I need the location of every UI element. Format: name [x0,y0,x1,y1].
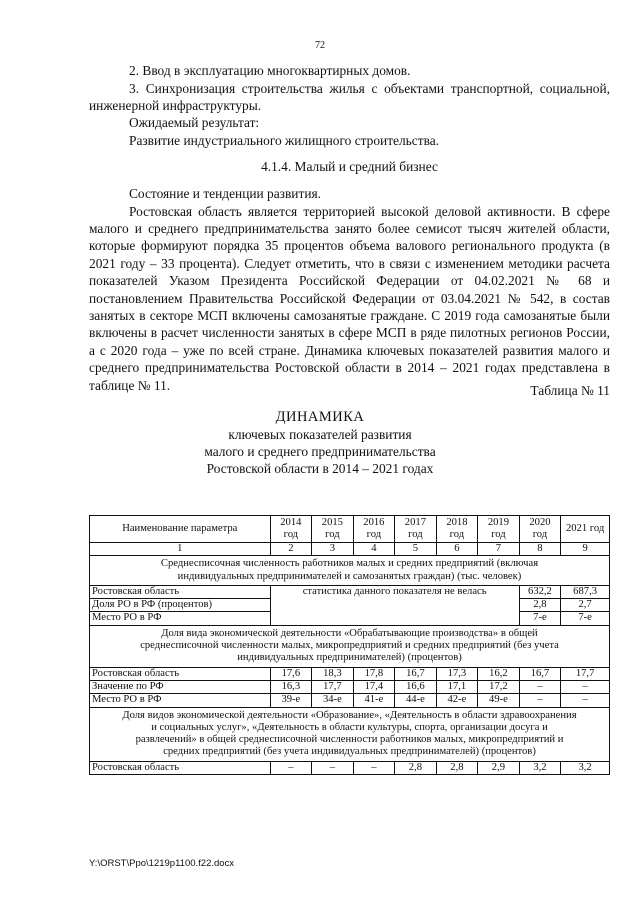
table-cell: 17,1 [436,680,478,693]
table-subtitle-1: ключевых показателей развития [228,427,412,442]
table-cell: – [353,761,395,774]
table-label: Таблица № 11 [530,383,610,398]
table-cell: 7-е [519,612,561,625]
state-label: Состояние и тенденции развития. [129,186,321,201]
table-cell: 2,7 [561,599,610,612]
no-statistics-note: статистика данного показателя не велась [270,585,519,625]
index-cell: 1 [90,543,271,556]
table-cell: 17,6 [270,667,312,680]
list-item-2: 3. Синхронизация строительства жилья с объектами транспортной, социальной, инженерной инфраструктуры. [89,80,610,113]
header-year: 2018 год [436,516,478,543]
table-cell: 16,6 [395,680,437,693]
table-cell: – [519,680,561,693]
section-title: Доля видов экономической деятельности «Образование», «Деятельность в области здравоохранения и социальных услуг», «Деятельность в области культуры, спорта, организации досуга и развлечений» в общей среднесписочной численности работников малых, микропредприятий и средних предприятий (без учета индивидуальных предпринимателей) (процентов) [90,707,610,761]
header-year: 2015 год [312,516,354,543]
row-label: Значение по РФ [90,680,271,693]
table-cell: 18,3 [312,667,354,680]
index-cell: 8 [519,543,561,556]
index-cell: 6 [436,543,478,556]
table-cell: 17,8 [353,667,395,680]
table-row [90,694,610,707]
table-cell: 632,2 [519,585,561,598]
table-subtitle-3: Ростовской области в 2014 – 2021 годах [206,461,434,476]
indicators-table [89,515,610,775]
table-cell: 17,2 [478,680,520,693]
table-cell: – [561,680,610,693]
table-cell: 17,3 [436,667,478,680]
index-cell: 7 [478,543,520,556]
table-cell: 3,2 [561,761,610,774]
table-cell: 16,7 [395,667,437,680]
table-cell: 44-е [395,694,437,707]
header-row [90,516,610,543]
header-year: 2016 год [353,516,395,543]
main-paragraph: Ростовская область является территорией высокой деловой активности. В сфере малого и среднего предпринимательства занято более семисот тысяч жителей области, которые формируют порядка 35 процентов объема валового регионального продукта (в 2021 году – 33 процента). Следует отметить, что в связи с изменением методики расчета показателей Указом Президента Российской Федерации от 04.02.2021 № 68 и постановлением Правительства Российской Федерации от 03.04.2021 № 542, в состав занятых в секторе МСП включены самозанятые граждане. С 2019 года самозанятые были включены в расчет численности занятых в сфере МСП в ряде пилотных регионов России, а с 2020 года – уже по всей стране. Динамика ключевых показателей развития малого и среднего предпринимательства Ростовской области в 2014 – 2021 годах представлена в таблице № 11. [89,203,610,393]
index-cell: 5 [395,543,437,556]
row-label: Ростовская область [90,585,271,598]
index-cell: 3 [312,543,354,556]
expected-result-label: Ожидаемый результат: [129,115,260,130]
table-cell: 17,7 [561,667,610,680]
section-title: Доля вида экономической деятельности «Обрабатывающие производства» в общей среднесписочной численности малых, микропредприятий и средних предприятий (без учета индивидуальных предпринимателей) (процентов) [90,625,610,667]
header-year: 2019 год [478,516,520,543]
table-cell: 39-е [270,694,312,707]
table-cell: – [519,694,561,707]
header-year: 2017 год [395,516,437,543]
index-cell: 2 [270,543,312,556]
section-header-row [90,707,610,761]
table-row [90,761,610,774]
page-number: 72 [315,40,325,51]
table-cell: 16,3 [270,680,312,693]
table-cell: 16,7 [519,667,561,680]
row-label: Доля РО в РФ (процентов) [90,599,271,612]
section-title: Среднесписочная численность работников малых и средних предприятий (включая индивидуальных предпринимателей и самозанятых граждан) (тыс. человек) [90,556,610,586]
table-cell: 687,3 [561,585,610,598]
table-cell: 41-е [353,694,395,707]
table-cell: – [270,761,312,774]
table-cell: – [561,694,610,707]
table-cell: 3,2 [519,761,561,774]
table-cell: 34-е [312,694,354,707]
row-label: Место РО в РФ [90,694,271,707]
table-cell: 17,4 [353,680,395,693]
table-cell: 49-е [478,694,520,707]
section-header-row [90,625,610,667]
expected-result-text: Развитие индустриального жилищного строительства. [129,132,440,148]
table-subtitle-2: малого и среднего предпринимательства [204,444,436,459]
row-label: Ростовская область [90,761,271,774]
header-year: 2014 год [270,516,312,543]
table-cell: 42-е [436,694,478,707]
list-item-1: 2. Ввод в эксплуатацию многоквартирных домов. [129,63,411,78]
header-year: 2020 год [519,516,561,543]
header-param: Наименование параметра [90,516,271,543]
table-cell: 2,8 [395,761,437,774]
table-cell: 2,8 [519,599,561,612]
table-cell: 2,8 [436,761,478,774]
header-year: 2021 год [561,516,610,543]
table-cell: 7-е [561,612,610,625]
footer-file-path: Y:\ORST\Ppo\1219p1100.f22.docx [89,858,235,869]
table-cell: – [312,761,354,774]
table-row [90,667,610,680]
index-row [90,543,610,556]
section-heading: 4.1.4. Малый и средний бизнес [261,159,438,174]
table-cell: 16,2 [478,667,520,680]
table-row [90,585,610,598]
row-label: Место РО в РФ [90,612,271,625]
table-title: ДИНАМИКА [275,409,365,425]
row-label: Ростовская область [90,667,271,680]
index-cell: 9 [561,543,610,556]
index-cell: 4 [353,543,395,556]
table-row [90,680,610,693]
section-header-row [90,556,610,586]
table-cell: 17,7 [312,680,354,693]
table-cell: 2,9 [478,761,520,774]
